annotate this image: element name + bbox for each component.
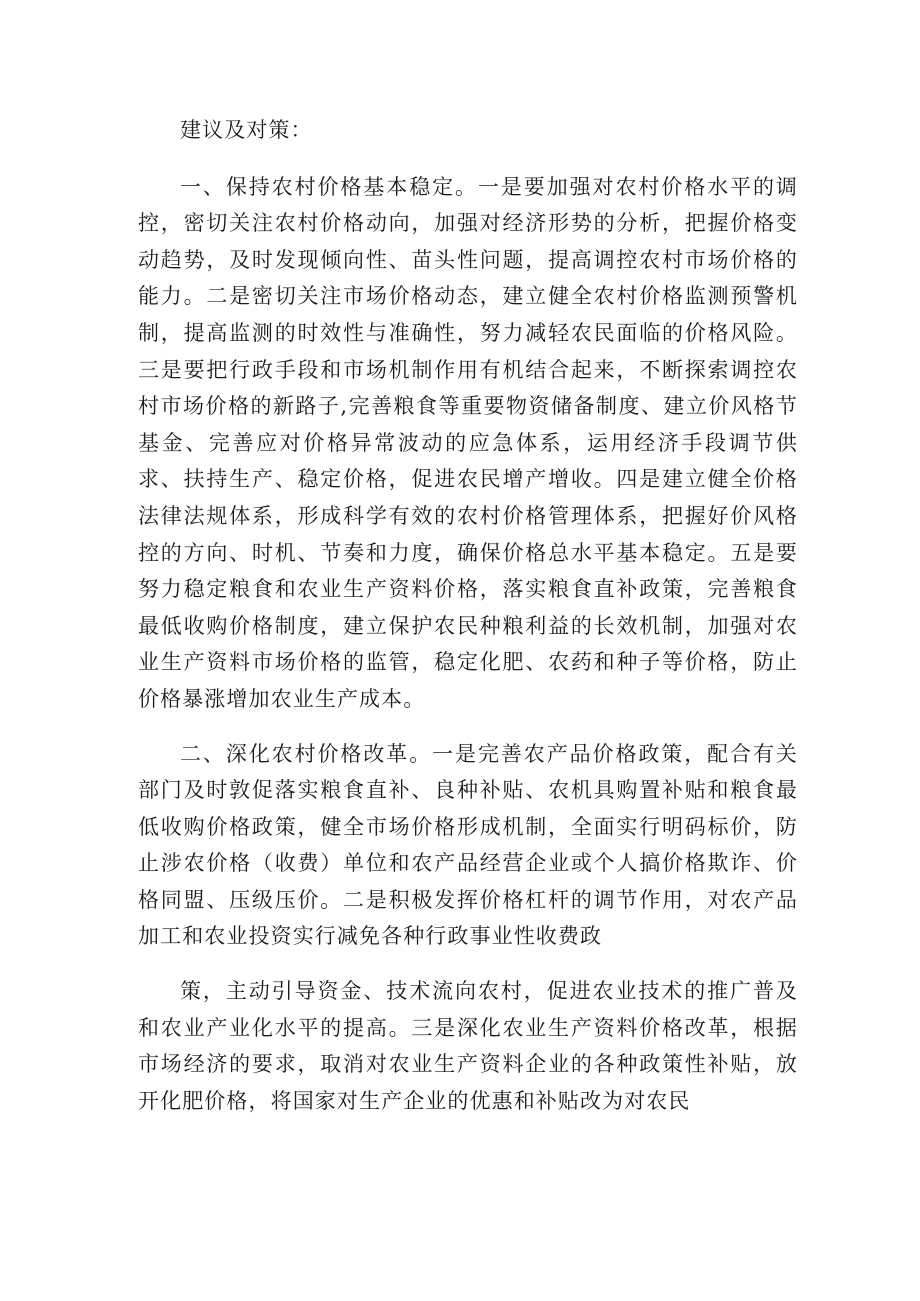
document-body bbox=[138, 112, 798, 1119]
paragraph-price-reform: 二、深化农村价格改革。一是完善农产品价格政策，配合有关部门及时敦促落实粮食直补、良种补贴、农机具购置补贴和粮食最低收购价格政策，健全市场价格形成机制，全面实行明码标价，防止涉农价格（收费）单位和农产品经营企业或个人搞价格欺诈、价格同盟、压级压价。二是积极发挥价格杠杆的调节作用，对农产品加工和农业投资实行减免各种行政事业性收费政 bbox=[138, 741, 798, 949]
paragraph-continuation: 策，主动引导资金、技术流向农村，促进农业技术的推广普及和农业产业化水平的提高。三是深化农业生产资料价格改革，根据市场经济的要求，取消对农业生产资料企业的各种政策性补贴，放开化肥价格，将国家对生产企业的优惠和补贴改为对农民 bbox=[138, 979, 798, 1113]
section-heading: 建议及对策： bbox=[180, 118, 313, 142]
paragraph-price-stability: 一、保持农村价格基本稳定。一是要加强对农村价格水平的调控，密切关注农村价格动向，加强对经济形势的分析，把握价格变动趋势，及时发现倾向性、苗头性问题，提高调控农村市场价格的能力。二是密切关注市场价格动态，建立健全农村价格监测预警机制，提高监测的时效性与准确性，努力减轻农民面临的价格风险。三是要把行政手段和市场机制作用有机结合起来，不断探索调控农村市场价格的新路子,完善粮食等重要物资储备制度、建立价风格节基金、完善应对价格异常波动的应急体系，运用经济手段调节供求、扶持生产、稳定价格，促进农民增产增收。四是建立健全价格法律法规体系，形成科学有效的农村价格管理体系，把握好价风格控的方向、时机、节奏和力度，确保价格总水平基本稳定。五是要努力稳定粮食和农业生产资料价格，落实粮食直补政策，完善粮食最低收购价格制度，建立保护农民种粮利益的长效机制，加强对农业生产资料市场价格的监管，稳定化肥、农药和种子等价格，防止价格暴涨增加农业生产成本。 bbox=[138, 174, 798, 711]
